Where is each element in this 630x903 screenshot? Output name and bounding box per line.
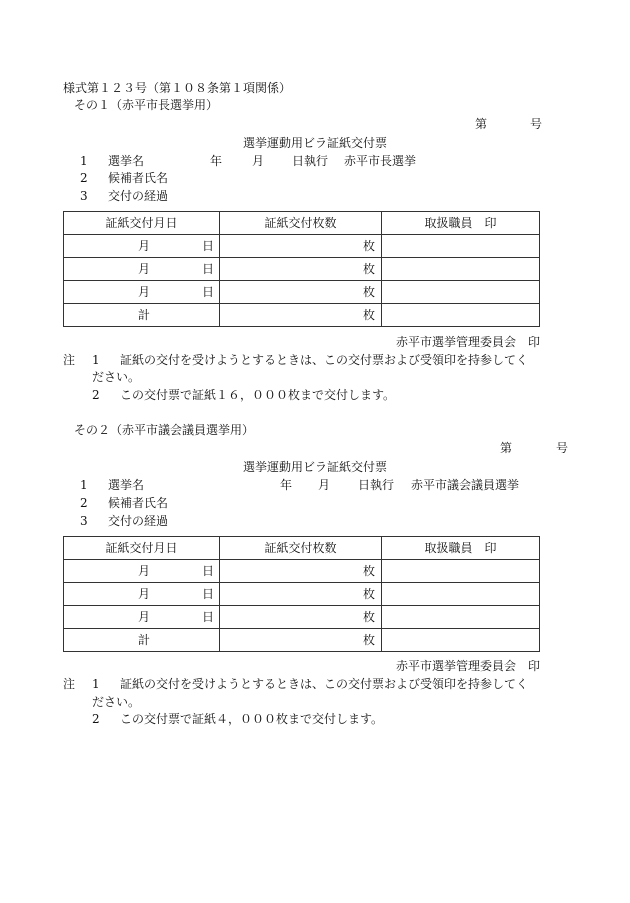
section-1-title: 選挙運動用ビラ証紙交付票 [242,136,387,150]
section-1-election-day: 日執行 [292,154,329,168]
header-quantity: 証紙交付枚数 [220,212,382,235]
month-label: 月 [138,610,151,624]
section-1-election-month: 月 [252,154,265,168]
section-1-number-prefix: 第 [475,117,488,131]
month-label: 月 [138,285,151,299]
section-2-note-1 [92,678,528,690]
total-staff-seal-cell[interactable] [382,629,540,652]
section-2-committee-seal: 赤平市選挙管理委員会 印 [396,659,541,673]
table-header-row [64,212,540,235]
table-row [64,583,540,606]
section-2-election-year: 年 [280,478,293,492]
section-2-number-suffix: 号 [556,441,569,455]
day-label: 日 [202,262,215,276]
table-header-row [64,537,540,560]
section-2-item-history [80,515,168,527]
quantity-cell[interactable]: 枚 [220,258,382,281]
section-2-note-label: 注 [63,677,76,691]
table-row [64,235,540,258]
section-2-title: 選挙運動用ビラ証紙交付票 [242,460,387,474]
section-2-item-election [80,479,144,491]
item-label: 選挙名 [108,478,145,492]
section-1-issuance-table [63,211,540,327]
table-total-row [64,629,540,652]
day-label: 日 [202,564,215,578]
header-quantity: 証紙交付枚数 [220,537,382,560]
table-row [64,281,540,304]
quantity-cell[interactable]: 枚 [220,560,382,583]
note-text: この交付票で証紙４，０００枚まで交付します。 [120,712,384,726]
form-number: 様式第１２３号（第１０８条第１項関係） [63,81,292,95]
item-label: 候補者氏名 [108,496,169,510]
header-date: 証紙交付月日 [64,212,220,235]
date-cell[interactable] [64,583,220,606]
note-number: 2 [92,712,100,726]
item-label: 選挙名 [108,154,145,168]
item-label: 交付の経過 [108,514,169,528]
day-label: 日 [202,587,215,601]
section-1-note-2 [92,389,395,401]
item-number: 2 [80,171,88,185]
month-label: 月 [138,564,151,578]
total-label-cell [64,304,220,327]
day-label: 日 [202,610,215,624]
table-row [64,258,540,281]
total-label: 計 [138,308,151,322]
quantity-cell[interactable]: 枚 [220,606,382,629]
date-cell[interactable] [64,235,220,258]
section-1-note-label: 注 [63,353,76,367]
total-quantity-cell[interactable]: 枚 [220,304,382,327]
section-2-subtitle: その２（赤平市議会議員選挙用） [74,423,255,437]
section-2-election-day: 日執行 [358,478,395,492]
day-label: 日 [202,239,215,253]
note-number: 2 [92,388,100,402]
date-cell[interactable] [64,258,220,281]
date-cell[interactable] [64,606,220,629]
note-number: 1 [92,353,100,367]
date-cell[interactable] [64,560,220,583]
section-1-item-candidate [80,172,168,184]
section-2-number-prefix: 第 [500,441,513,455]
note-number: 1 [92,677,100,691]
header-date: 証紙交付月日 [64,537,220,560]
section-1-election-name: 赤平市長選挙 [344,154,417,168]
table-row [64,560,540,583]
quantity-cell[interactable]: 枚 [220,235,382,258]
date-cell[interactable] [64,281,220,304]
quantity-cell[interactable]: 枚 [220,583,382,606]
total-label: 計 [138,633,151,647]
section-2-issuance-table [63,536,540,652]
section-1-item-history [80,190,168,202]
staff-seal-cell[interactable] [382,258,540,281]
section-1-subtitle: その１（赤平市長選挙用） [74,98,219,112]
note-text: 証紙の交付を受けようとするときは、この交付票および受領印を持参してく [120,353,529,367]
table-row [64,606,540,629]
section-2-election-name: 赤平市議会議員選挙 [411,478,520,492]
section-1-committee-seal: 赤平市選挙管理委員会 印 [396,335,541,349]
item-number: 1 [80,478,88,492]
month-label: 月 [138,262,151,276]
staff-seal-cell[interactable] [382,281,540,304]
section-1-number-suffix: 号 [530,117,543,131]
staff-seal-cell[interactable] [382,560,540,583]
section-1-item-election [80,155,144,167]
total-label-cell [64,629,220,652]
section-2-note-2 [92,713,383,725]
section-1-note-1-continued: ださい。 [92,370,141,384]
item-number: 2 [80,496,88,510]
month-label: 月 [138,587,151,601]
staff-seal-cell[interactable] [382,583,540,606]
item-number: 3 [80,514,88,528]
header-staff-seal: 取扱職員 印 [382,537,540,560]
item-number: 3 [80,189,88,203]
item-label: 交付の経過 [108,189,169,203]
section-1-note-1 [92,354,528,366]
section-1-election-year: 年 [210,154,223,168]
total-quantity-cell[interactable]: 枚 [220,629,382,652]
note-text: この交付票で証紙１６，０００枚まで交付します。 [120,388,396,402]
month-label: 月 [138,239,151,253]
staff-seal-cell[interactable] [382,235,540,258]
quantity-cell[interactable]: 枚 [220,281,382,304]
staff-seal-cell[interactable] [382,606,540,629]
header-staff-seal: 取扱職員 印 [382,212,540,235]
note-text: 証紙の交付を受けようとするときは、この交付票および受領印を持参してく [120,677,529,691]
section-2-item-candidate [80,497,168,509]
section-2-election-month: 月 [318,478,331,492]
total-staff-seal-cell[interactable] [382,304,540,327]
item-number: 1 [80,154,88,168]
table-total-row [64,304,540,327]
day-label: 日 [202,285,215,299]
item-label: 候補者氏名 [108,171,169,185]
section-2-note-1-continued: ださい。 [92,695,141,709]
